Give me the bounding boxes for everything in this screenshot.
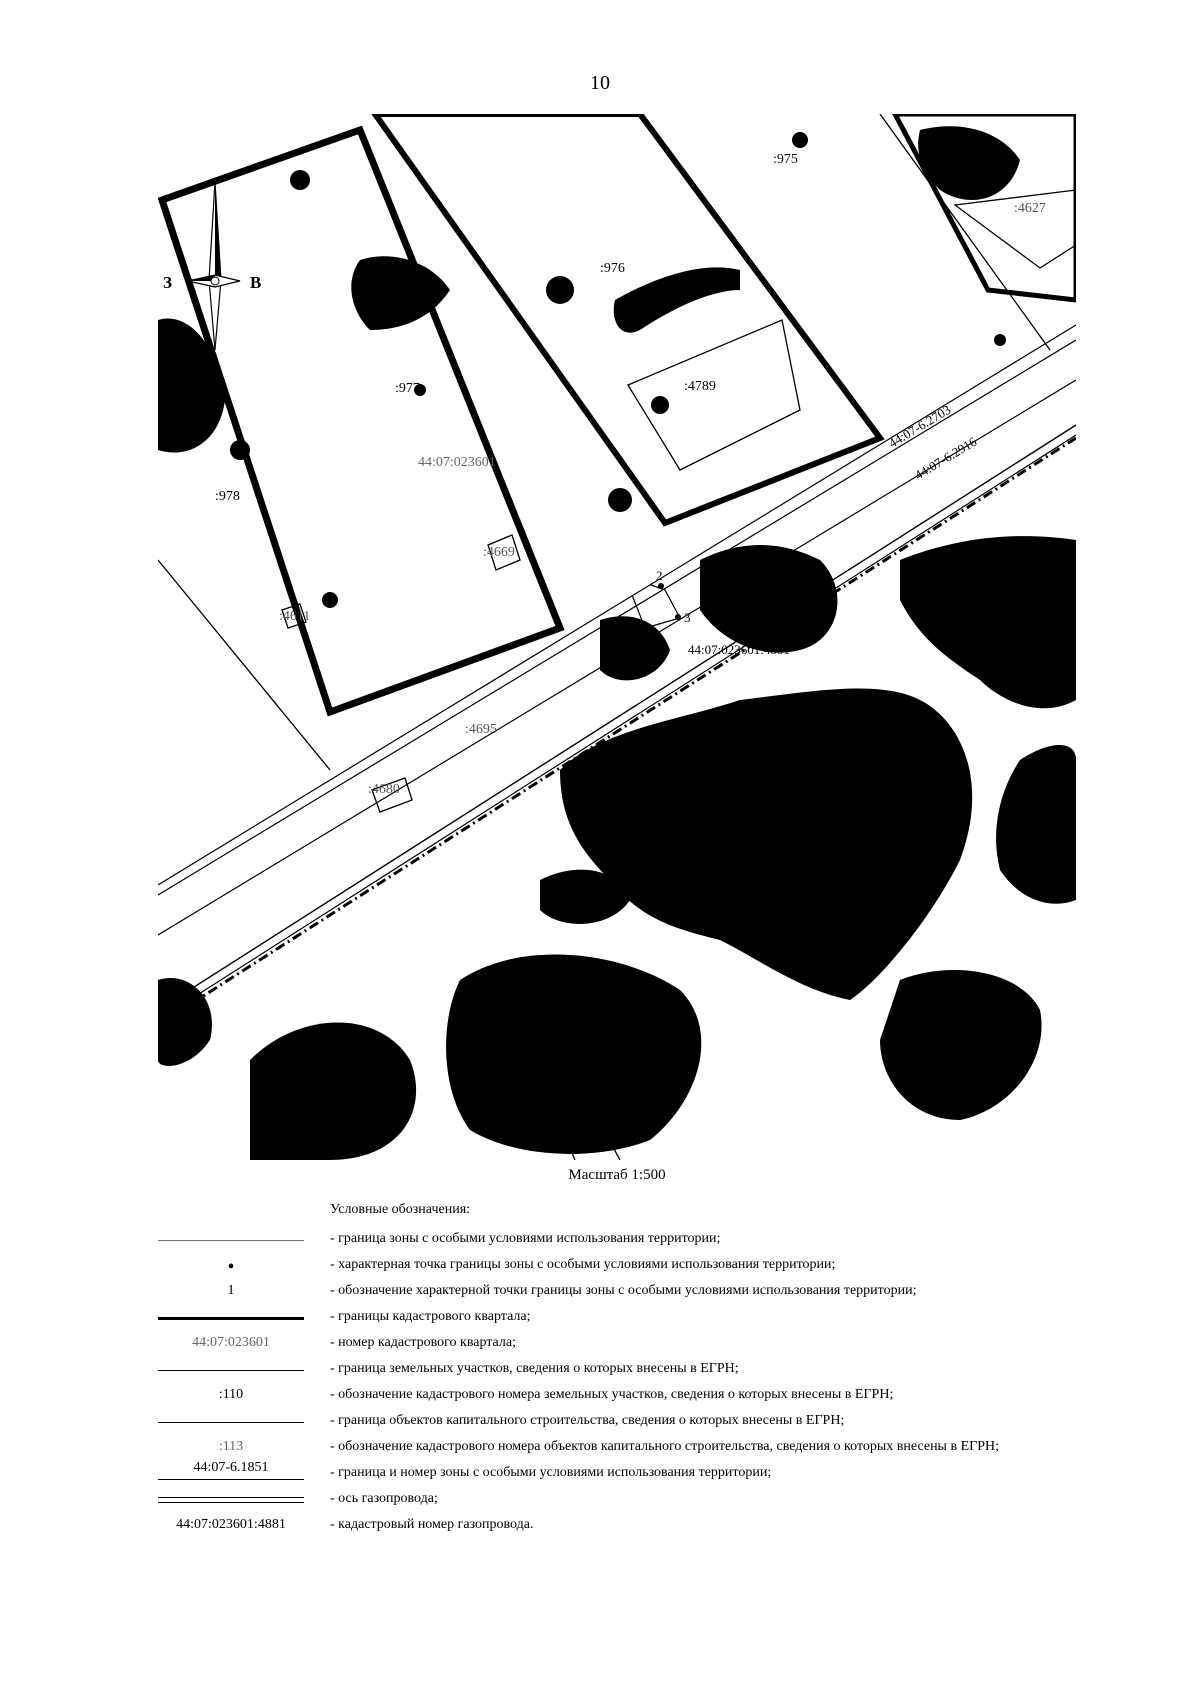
legend-row [0, 1514, 1200, 1540]
legend-symbol: 44:07-6.1851 [193, 1460, 269, 1475]
legend-description: - обозначение кадастрового номера земельных участков, сведения о которых внесены в ЕГРН; [330, 1387, 894, 1402]
legend-row [0, 1462, 1200, 1488]
legend-description: - кадастровый номер газопровода. [330, 1517, 534, 1532]
legend-symbol: 44:07:023601:4881 [176, 1517, 286, 1532]
legend-description: - номер кадастрового квартала; [330, 1335, 516, 1350]
legend-description: - граница и номер зоны с особыми условиями использования территории; [330, 1465, 772, 1480]
point-label: 2 [656, 568, 663, 583]
legend-row [0, 1280, 1200, 1306]
quarter-label: 44:07:023601 [418, 455, 496, 470]
legend-description: - обозначение кадастрового номера объектов капитального строительства, сведения о которых внесены в ЕГРН; [330, 1439, 1000, 1454]
zone-label: 44:07-6.2916 [911, 433, 980, 483]
parcel-boundary-line-icon [158, 1370, 304, 1371]
legend-row [0, 1488, 1200, 1514]
zone-number-line-icon [158, 1479, 304, 1480]
building-boundary-line-icon [158, 1422, 304, 1423]
legend-row [0, 1436, 1200, 1462]
legend-description: - граница земельных участков, сведения о которых внесены в ЕГРН; [330, 1361, 739, 1376]
object-label: :4627 [1014, 201, 1046, 216]
compass-south: Ю [198, 380, 218, 399]
legend-description: - граница зоны с особыми условиями использования территории; [330, 1231, 721, 1246]
legend-row [0, 1306, 1200, 1332]
scale-label: Масштаб 1:500 [568, 1167, 666, 1183]
object-label: :4669 [483, 545, 515, 560]
north-arrow-icon [188, 182, 240, 350]
legend-row [0, 1332, 1200, 1358]
page-number: 10 [590, 72, 610, 94]
parcel-label: :4695 [465, 722, 497, 737]
legend-description: - граница объектов капитального строительства, сведения о которых внесены в ЕГРН; [330, 1413, 845, 1428]
object-label: :4611 [279, 609, 311, 624]
point-label: 3 [684, 610, 691, 625]
gas-pipeline-label: 44:07:023601:4881 [688, 642, 790, 657]
point-label: 4 [645, 636, 652, 651]
legend-row [0, 1384, 1200, 1410]
point-dot-icon: • [227, 1256, 235, 1278]
legend-title: Условные обозначения: [330, 1202, 471, 1217]
zone-boundary-line-icon [158, 1240, 304, 1241]
legend-symbol: :110 [218, 1387, 244, 1402]
legend-symbol: 44:07:023601 [192, 1335, 270, 1350]
quarter-boundary-line-icon [158, 1317, 304, 1320]
parcel-label: :975 [773, 152, 798, 167]
cadastral-map [158, 114, 1076, 1160]
compass-east: В [250, 273, 262, 292]
legend-row [0, 1228, 1200, 1254]
legend-symbol: :113 [218, 1439, 244, 1454]
legend-description: - ось газопровода; [330, 1491, 438, 1506]
legend-row [0, 1358, 1200, 1384]
parcel-label: :978 [215, 489, 240, 504]
vegetation-masses [158, 126, 1076, 1160]
legend-description: - обозначение характерной точки границы зоны с особыми условиями использования территории; [330, 1283, 917, 1298]
legend-row [0, 1254, 1200, 1280]
zone-label: 44:07-6.2703 [885, 401, 954, 451]
parcel-label: :977 [395, 381, 420, 396]
legend-description: - границы кадастрового квартала; [330, 1309, 531, 1324]
compass-west: З [163, 273, 172, 292]
gas-axis-line-icon [158, 1497, 304, 1498]
object-label: :4789 [684, 379, 716, 394]
legend-row [0, 1410, 1200, 1436]
parcel-label: :976 [600, 261, 625, 276]
legend-symbol: 1 [227, 1283, 235, 1298]
parcel-label: :4680 [368, 782, 400, 797]
legend-description: - характерная точка границы зоны с особыми условиями использования территории; [330, 1257, 836, 1272]
